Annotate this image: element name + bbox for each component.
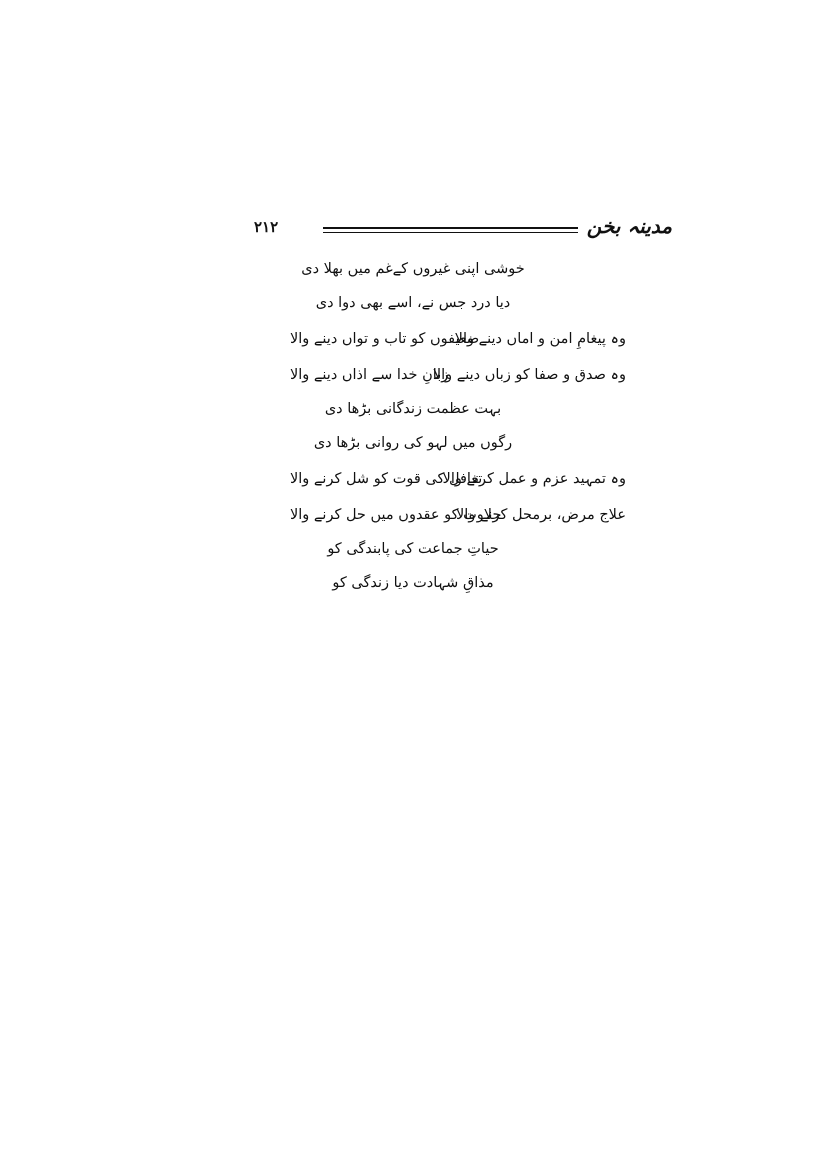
poem-line: رگوں میں لہو کی روانی بڑھا دی: [313, 435, 513, 451]
poem-line: مذاقِ شہادت دیا زندگی کو: [332, 575, 494, 591]
couplet-first-hemistich: علاج مرض، برمحل کرنے والا: [456, 507, 626, 523]
book-title: مدینہ بخن: [586, 214, 672, 238]
couplet-second-hemistich: تغافل کی قوت کو شل کرنے والا: [290, 471, 483, 487]
poem-line: بہت عظمت زندگانی بڑھا دی: [324, 401, 502, 417]
couplet-first-hemistich: وہ صدق و صفا کو زباں دینے والا: [432, 367, 626, 383]
page-number: ۲۱۲: [254, 218, 279, 236]
poem-line: دیا درد جس نے، اسے بھی دوا دی: [315, 295, 511, 311]
couplet-first-hemistich: وہ پیغامِ امن و اماں دینے والا: [454, 331, 626, 347]
poem-line: حیاتِ جماعت کی پابندگی کو: [327, 541, 499, 557]
couplet-second-hemistich: زبانِ خدا سے اذاں دینے والا: [290, 367, 449, 383]
couplet-second-hemistich: حلاوت کو عقدوں میں حل کرنے والا: [290, 507, 502, 523]
poem-line: خوشی اپنی غیروں کےغم میں بھلا دی: [301, 261, 525, 277]
couplet-first-hemistich: وہ تمہید عزم و عمل کرنے والا: [442, 471, 626, 487]
couplet-second-hemistich: ضعیفوں کو تاب و تواں دینے والا: [290, 331, 480, 347]
